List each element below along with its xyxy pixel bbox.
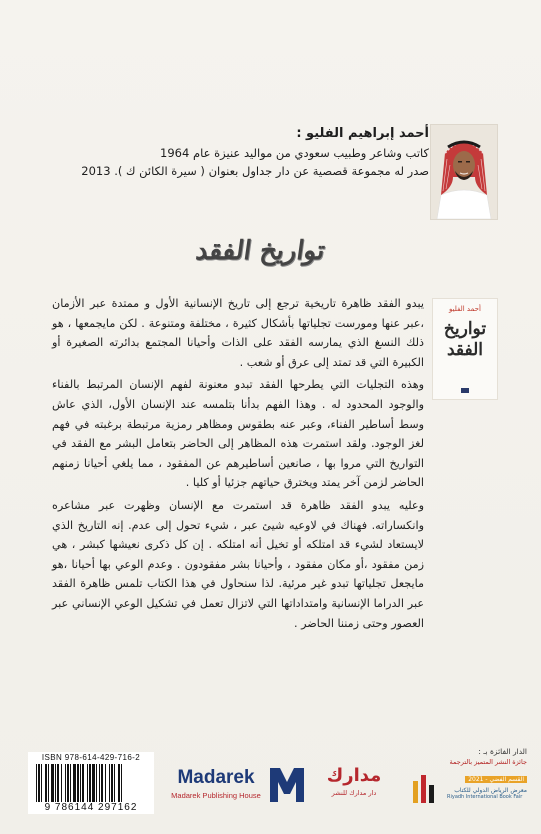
author-bio xyxy=(69,126,429,180)
barcode-block xyxy=(28,752,154,814)
publisher-tagline-ar: دار مدارك للنشر xyxy=(331,789,377,797)
barcode-icon xyxy=(34,764,148,802)
cover-thumbnail-title-line: تواريخ xyxy=(443,319,487,339)
cover-thumbnail-title-line: الفقد xyxy=(446,340,484,360)
cover-thumbnail xyxy=(432,298,498,400)
blurb-paragraph: يبدو الفقد ظاهرة تاريخية ترجع إلى تاريخ الإنسانية الأول و ممتدة عبر الأزمان ،عبر عنها ومورست تجلياتها بأشكال كثيرة ، مختلفة ومتنوعة . لكن مايجمعها ، هو ذلك النسغ الذي يمارسه الفقد على الذات وأحيانا المجتمع بدائرته الصغيرة أو الكبيرة التي قد تمتد إلى عرق أو شعب . xyxy=(52,297,424,369)
book-title-text: تواريخ الفقد xyxy=(193,236,327,266)
book-title xyxy=(188,236,333,270)
blurb-paragraph: وعليه يبدو الفقد ظاهرة قد استمرت مع الإنسان وظهرت عبر مشاعره وانكساراته. فهناك في لاوعيه شيئ عبر ، شيء تحول إلى عدم. إنه التاريخ الذي لايستعاد لشيء قد امتلكه أو تخيل أنه امتلكه . إن كل ذكرى نعيشها كبشر ، هي زمن مفقود ،أو مكان مفقود ، وأحيانا بشر مفقودون . وعدم الوعي بها أحيانا ،هو مايجعل تجلياتها تبدو غير مرئية. لذا سنحاول في هذا الكتاب تلمس ظاهرة الفقد عبر الدراما الإنسانية وامتداداتها التي لاتزال تعمل في تشكيل الوعي الإنساني عبر العصور وحتى زمننا الحاضر . xyxy=(52,498,424,630)
award-badge: القسم الفضي - 2021 xyxy=(465,776,527,783)
cover-thumbnail-author: أحمد الفليو xyxy=(449,305,481,313)
award-prize: جائزة النشر المتميز بالترجمة xyxy=(449,758,527,766)
isbn-label: ISBN 978-614-429-716-2 xyxy=(41,753,141,762)
author-bio-line: صدر له مجموعة قصصية عن دار جداول بعنوان ( سيرة الكائن ك ). 2013 xyxy=(81,164,429,178)
cover-thumbnail-title xyxy=(433,319,497,361)
author-bio-line: كاتب وشاعر وطبيب سعودي من مواليد عنيزة عام 1964 xyxy=(160,146,429,160)
award-logo-icon xyxy=(411,771,441,807)
author-photo xyxy=(430,124,498,220)
publisher-logo-icon xyxy=(461,388,469,393)
publisher-m-logo-icon xyxy=(268,766,306,804)
book-fair-name-en: Riyadh International Book Fair xyxy=(447,794,523,800)
publisher-name-ar: مدارك xyxy=(326,765,382,786)
author-name: أحمد إبراهيم الفليو : xyxy=(296,126,429,141)
isbn-digits: 9 786144 297162 xyxy=(44,802,138,813)
publisher-name-en: Madarek xyxy=(177,767,255,788)
award-block xyxy=(447,747,527,800)
award-label: الدار الفائزة بـ : xyxy=(478,747,527,756)
blurb-paragraph: وهذه التجليات التي يطرحها الفقد تبدو معنونة لفهم الإنسان المرتبط بالفناء والوجود المحدود له . وهذا الفهم بدأنا بتلمسه عند الإنسان الأول، الذي عاش وسط أساطير الفناء، وعبر عنه بطقوس ومظاهر رمزية مرتبطة برغبته في فهم لغز الوجود. ولقد استمرت هذه المظاهر إلى الحاضر بتعامل البشر مع الفقد في التواريخ التي مروا بها ، صانعين أساطيرهم عن المفقود ، مما يلغي أحيانا زمنهم الحاضر لزمن آخر يمتد ويخترق حياتهم جزئيا أو كليا . xyxy=(52,378,424,490)
publisher-tagline-en: Madarek Publishing House xyxy=(171,791,261,800)
book-fair-name: معرض الرياض الدولي للكتاب xyxy=(454,787,527,794)
blurb xyxy=(52,294,424,636)
